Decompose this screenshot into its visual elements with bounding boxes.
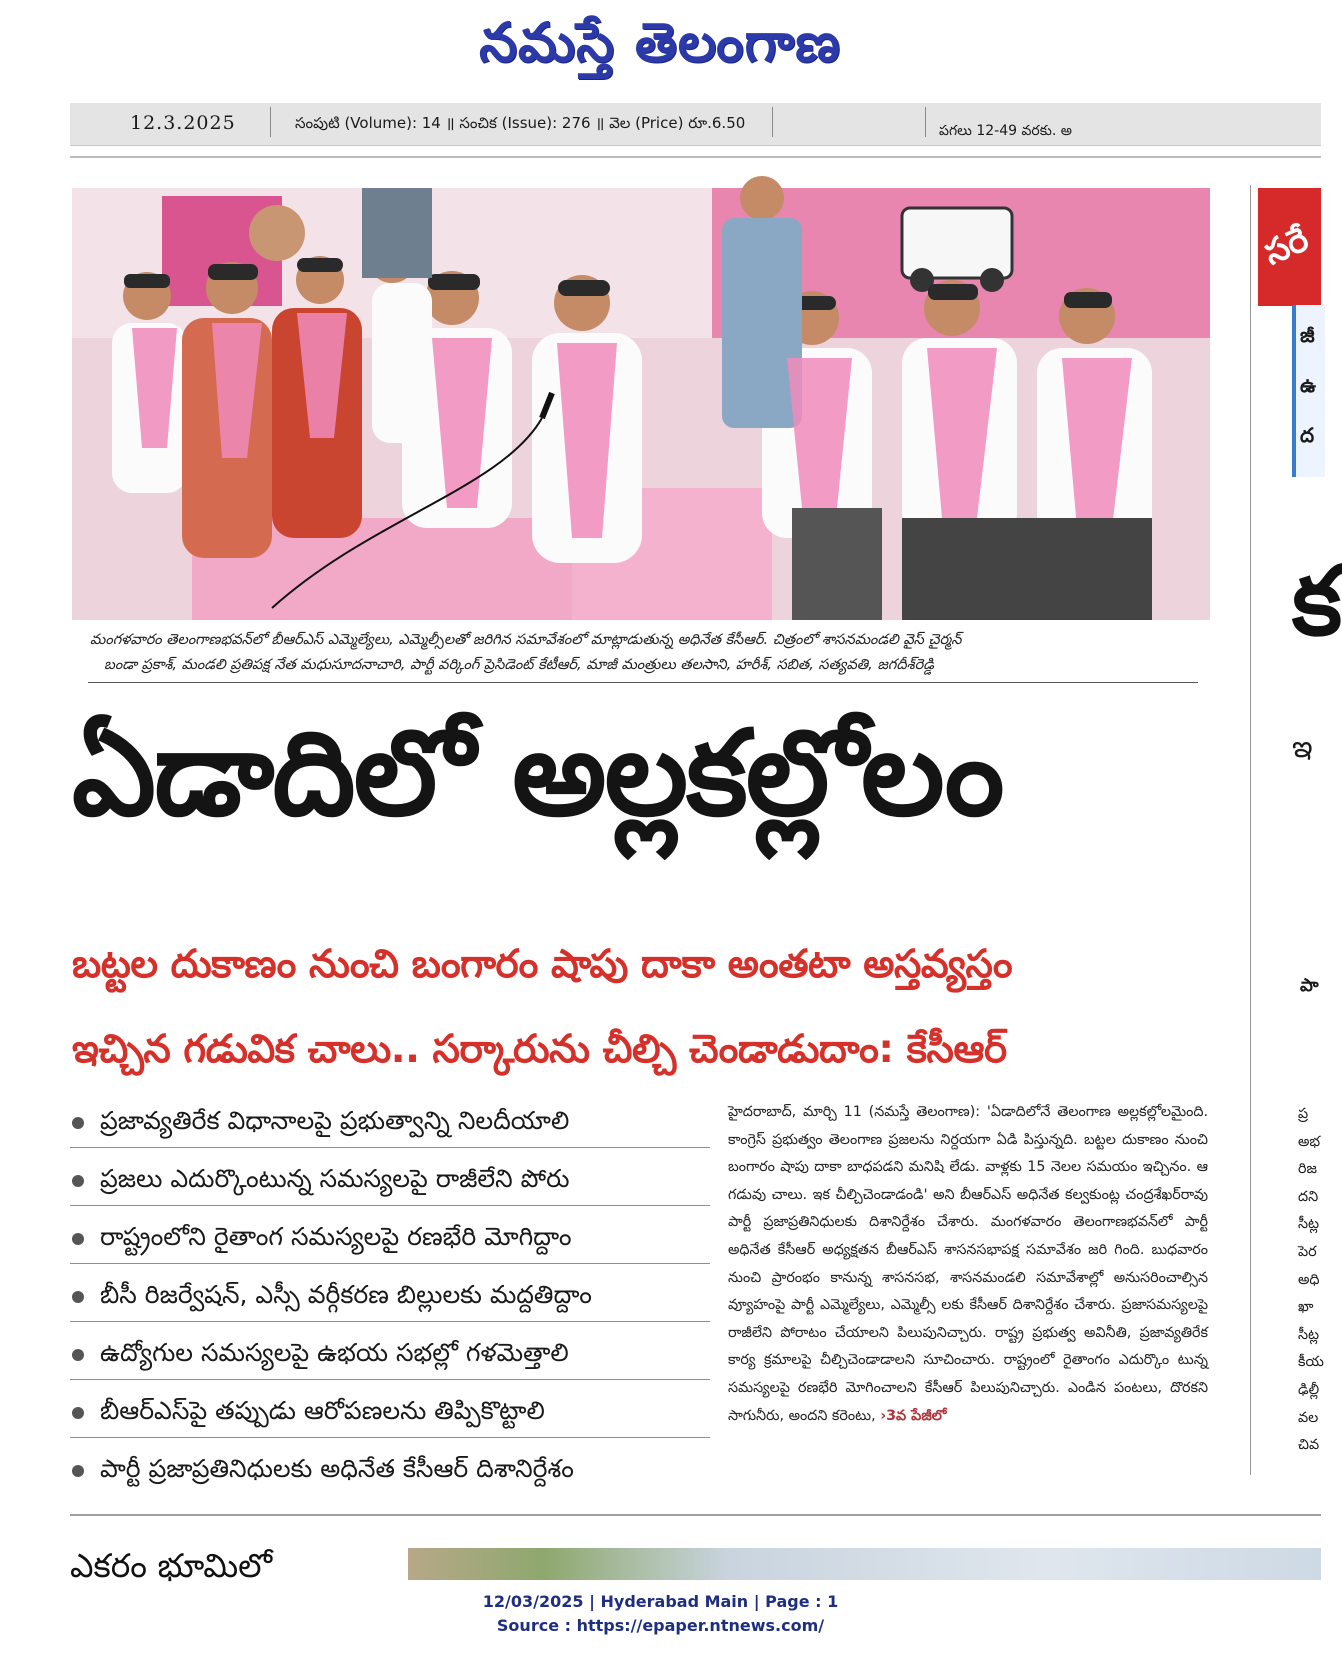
continued-link[interactable]: ›3వ పేజీలో [880, 1407, 947, 1424]
section-badge [1258, 188, 1321, 306]
list-item: రాష్ట్రంలోని రైతాంగ సమస్యలపై రణభేరి మోగిద్దాం [70, 1213, 710, 1264]
caption-line: మంగళవారం తెలంగాణభవన్‌లో బీఆర్‌ఎస్ ఎమ్మెల్యేలు, ఎమ్మెల్సీలతో జరిగిన సమావేశంలో మాట్లాడుతున్న అధినేత కేసీఆర్. చిత్రంలో శాసనమండలి వైస్ చైర్మన్ [90, 632, 962, 648]
side-line: సీట్ల [1298, 1216, 1320, 1233]
list-item: పార్టీ ప్రజాప్రతినిధులకు అధినేత కేసీఆర్ దిశానిర్దేశం [70, 1445, 710, 1495]
side-line: సీట్ల [1298, 1326, 1320, 1343]
divider [70, 156, 1321, 158]
side-line: రిజ [1298, 1161, 1317, 1178]
divider [88, 682, 1198, 683]
divider [772, 107, 773, 137]
side-line: కీయ [1298, 1354, 1324, 1371]
teaser-photo [408, 1548, 1321, 1580]
main-headline: ఏడాదిలో అల్లకల్లోలం [72, 704, 1003, 842]
highlights-list [70, 1097, 710, 1502]
list-item: ప్రజావ్యతిరేక విధానాలపై ప్రభుత్వాన్ని నిలదీయాలి [70, 1097, 710, 1148]
page-footer-info: 12/03/2025 | Hyderabad Main | Page : 1 [482, 1592, 839, 1611]
divider [925, 107, 926, 137]
article-text: హైదరాబాద్, మార్చి 11 (నమస్తే తెలంగాణ): 'ఏడాదిలోనే తెలంగాణ అల్లకల్లోలమైంది. కాంగ్రెస్ ప్రభుత్వం తెలంగాణ ప్రజలను నిర్దయగా ఏడి పిస్తున్నది. బట్టల దుకాణం నుంచి బంగారం షాపు దాకా బాధపడని మనిషి లేడు. వాళ్లకు 15 నెలల సమయం ఇచ్చినం. ఆ గడువు చాలు. ఇక చీల్చిచెండాడండి' అని బీఆర్‌ఎస్ అధినేత కల్వకుంట్ల చంద్రశేఖర్‌రావు పార్టీ ప్రజాప్రతినిధులకు దిశానిర్దేశం చేశారు. మంగళవారం తెలంగాణభవన్‌లో పార్టీ అధినేత కేసీఆర్ అధ్యక్షతన బీఆర్‌ఎస్ శాసనసభాపక్ష సమావేశం జరి గింది. బుధవారం నుంచి ప్రారంభం కానున్న శాసనసభ, శాసనమండలి సమావేశాల్లో అనుసరించాల్సిన వ్యూహంపై పార్టీ ఎమ్మెల్యేలు, ఎమ్మెల్సీ లకు కేసీఆర్ దిశానిర్దేశం చేశారు. ప్రజాసమస్యలపై రాజీలేని పోరాటం చేయాలని పిలుపునిచ్చారు. రాష్ట్ర ప్రభుత్వ అవినీతి, ప్రజావ్యతిరేక కార్య క్రమాలపై చీల్చిచెండాడాలని సూచించారు. రాష్ట్రంలో రైతాంగం ఎదుర్కొం టున్న సమస్యలపై రణభేరి మోగించాలని కేసీఆర్ పిలుపునిచ్చారు. ఎండిన పంటలు, దొరకని సాగునీరు, అందని కరెంటు, [728, 1104, 1208, 1424]
side-box-item: జీ [1300, 323, 1315, 347]
subheadline: బట్టల దుకాణం నుంచి బంగారం షాపు దాకా అంతటా అస్తవ్యస్తం [72, 942, 1013, 987]
newspaper-title: నమస్తే తెలంగాణ [479, 10, 841, 74]
divider [70, 1514, 1321, 1516]
side-line: ఖా [1298, 1299, 1314, 1316]
source-link[interactable]: Source : https://epaper.ntnews.com/ [496, 1616, 825, 1635]
side-line: అధి [1298, 1271, 1320, 1288]
side-line: పెర [1298, 1243, 1317, 1260]
panchang-snippet: పగలు 12-49 వరకు. అ [939, 123, 1072, 139]
list-item: బీఆర్‌ఎస్‌పై తప్పుడు ఆరోపణలను తిప్పికొట్టాలి [70, 1387, 710, 1438]
lead-photo-illustration [72, 188, 1210, 620]
list-item: బీసీ రిజర్వేషన్, ఎస్సీ వర్గీకరణ బిల్లులకు మద్దతిద్దాం [70, 1271, 710, 1322]
list-item: ప్రజలు ఎదుర్కొంటున్న సమస్యలపై రాజీలేని పోరు [70, 1155, 710, 1206]
lead-photo [72, 188, 1210, 620]
side-line: చివ [1298, 1437, 1320, 1454]
subheadline: ఇచ్చిన గడువిక చాలు.. సర్కారును చీల్చి చెండాడుదాం: కేసీఆర్ [72, 1027, 1007, 1072]
column-divider [1250, 185, 1251, 1475]
photo-caption [90, 628, 1200, 678]
teaser-headline: ఎకరం భూమిలో [70, 1546, 273, 1585]
side-line: ఢిల్లీ [1298, 1381, 1320, 1398]
side-text-fragment: పా [1300, 975, 1319, 996]
divider [270, 107, 271, 137]
article-body [728, 1099, 1208, 1430]
badge-label: సరే [1258, 219, 1315, 274]
side-box-item: ద [1300, 423, 1315, 447]
side-headline-fragment: క [1292, 545, 1342, 657]
side-line: అభ [1298, 1133, 1321, 1150]
side-line: దని [1298, 1188, 1319, 1205]
side-box-item: ఉ [1300, 373, 1316, 397]
issue-date: 12.3.2025 [130, 112, 236, 134]
caption-line: బండా ప్రకాశ్, మండలి ప్రతిపక్ష నేత మధుసూదనాచారి, పార్టీ వర్కింగ్ ప్రెసిడెంట్ కేటీఆర్, మాజీ మంత్రులు తలసాని, హరీశ్, సబిత, సత్యవతి, జగదీశ్‌రెడ్డి [104, 657, 934, 673]
side-line: వల [1298, 1409, 1319, 1426]
masthead [0, 0, 1321, 96]
list-item: ఉద్యోగుల సమస్యలపై ఉభయ సభల్లో గళమెత్తాలి [70, 1329, 710, 1380]
side-text-fragment: ఇ [1292, 730, 1313, 765]
side-article-fragment [1298, 1101, 1323, 1460]
side-box [1292, 305, 1325, 477]
issue-info-bar [70, 103, 1321, 146]
issue-volume-price: సంపుటి (Volume): 14 ॥ సంచిక (Issue): 276 ॥ వెల (Price) రూ.6.50 [295, 114, 746, 132]
side-line: ప్ర [1298, 1106, 1309, 1122]
